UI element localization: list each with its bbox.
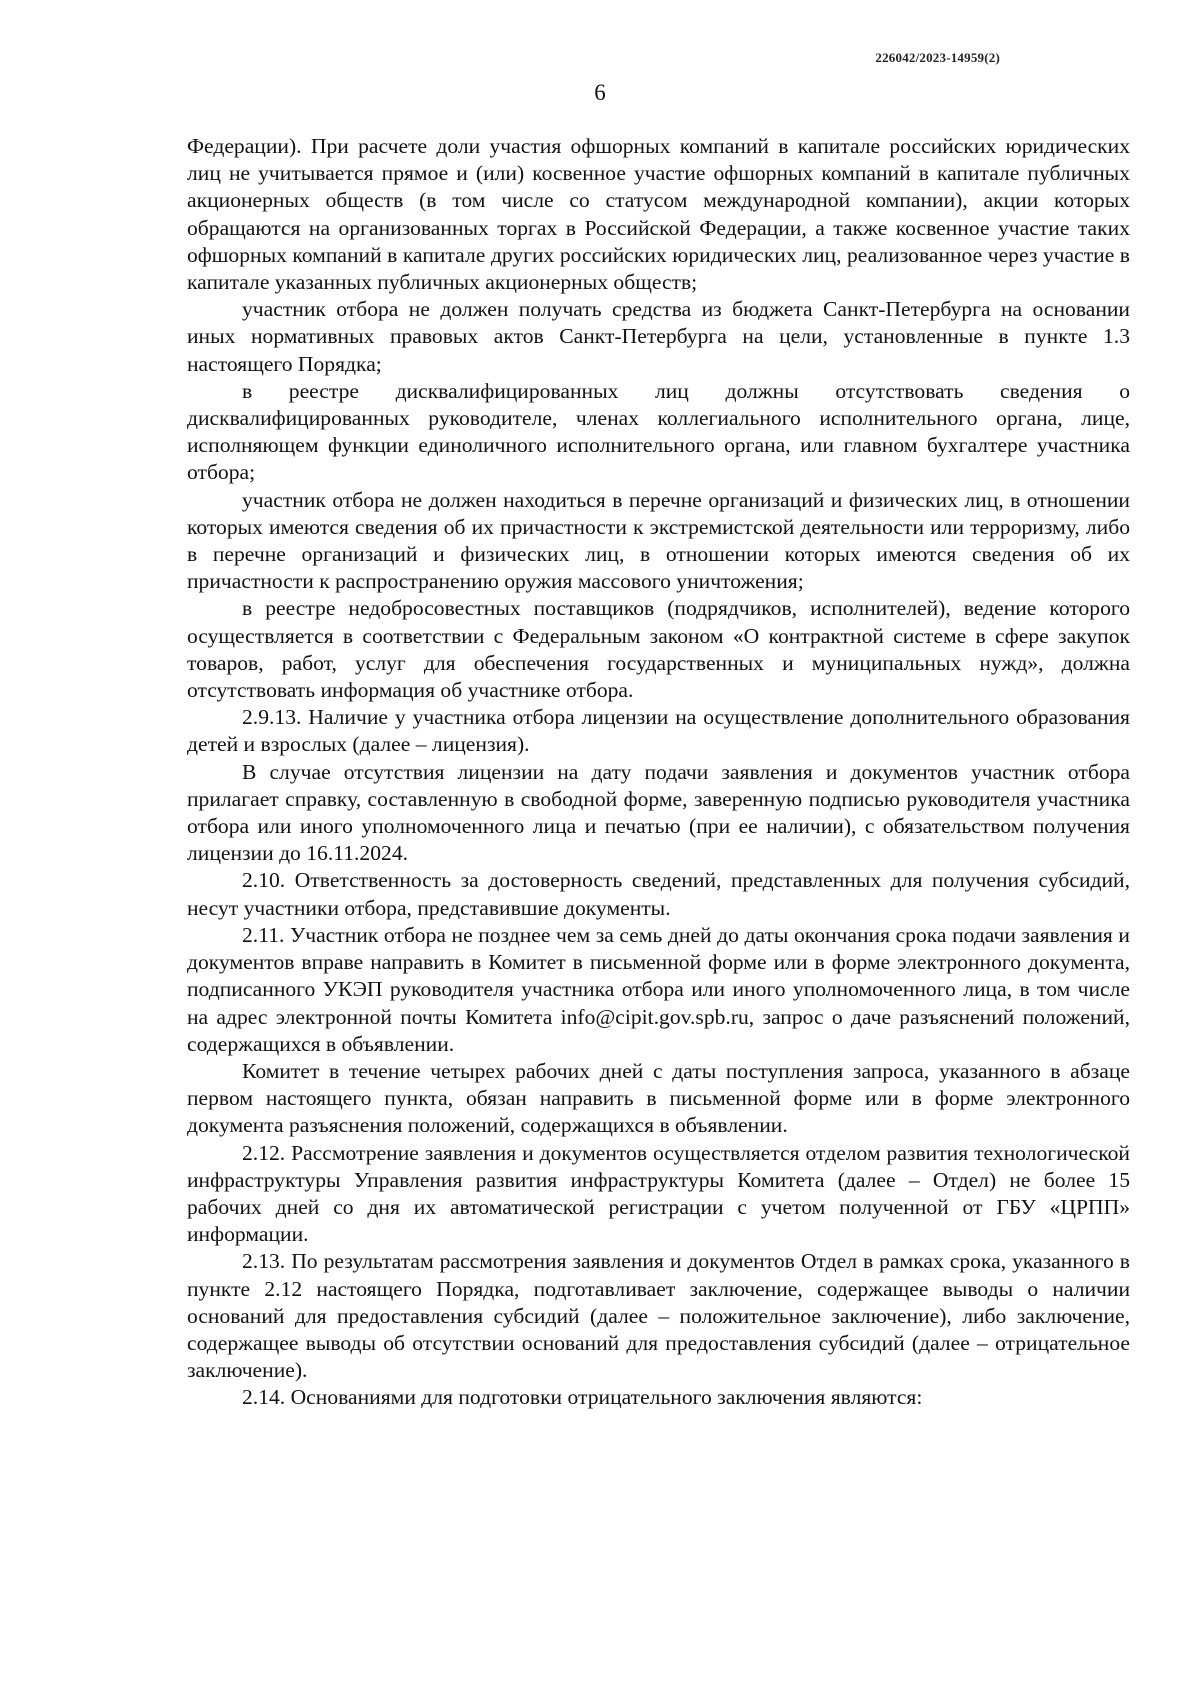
paragraph-2-10: 2.10. Ответственность за достоверность сведений, представленных для получения субсидий, несут участники отбора, представившие документы. (187, 868, 1130, 920)
paragraph-disqualified-persons: в реестре дисквалифицированных лиц должны отсутствовать сведения о дисквалифицированных руководителе, членах коллегиального исполнительного органа, лице, исполняющем функции единоличного исполнительного органа, или главном бухгалтере участника отбора; (187, 378, 1130, 485)
paragraph-2-13: 2.13. По результатам рассмотрения заявления и документов Отдел в рамках срока, указанного в пункте 2.12 настоящего Порядка, подготавливает заключение, содержащее выводы о наличии оснований для предоставления субсидий (далее – положительное заключение), либо заключение, содержащее выводы об отсутствии оснований для предоставления субсидий (далее – отрицательное заключение). (187, 1249, 1130, 1383)
paragraph-2-14: 2.14. Основаниями для подготовки отрицательного заключения являются: (242, 1385, 923, 1410)
paragraph-offshore-continuation: Федерации). При расчете доли участия офшорных компаний в капитале российских юридических лиц не учитывается прямое и (или) косвенное участие офшорных компаний в капитале публичных акционерных обществ (в том числе со статусом международной компании), акции которых обращаются на организованных торгах в Российской Федерации, а также косвенное участие таких офшорных компаний в капитале других российских юридических лиц, реализованное через участие в капитале указанных публичных акционерных обществ; (187, 134, 1130, 295)
paragraph-2-12: 2.12. Рассмотрение заявления и документов осуществляется отделом развития технологической инфраструктуры Управления развития инфраструктуры Комитета (далее – Отдел) не более 15 рабочих дней со дня их автоматической регистрации с учетом полученной от ГБУ «ЦРПП» информации. (187, 1140, 1130, 1247)
document-body (187, 133, 1130, 1412)
paragraph-2-11: 2.11. Участник отбора не позднее чем за семь дней до даты окончания срока подачи заявления и документов вправе направить в Комитет в письменной форме или в форме электронного документа, подписанного УКЭП руководителя участника отбора или иного уполномоченного лица, в том числе на адрес электронной почты Комитета info@cipit.gov.spb.ru, запрос о даче разъяснений положений, содержащихся в объявлении. (187, 922, 1130, 1056)
paragraph-license-absence: В случае отсутствия лицензии на дату подачи заявления и документов участник отбора прилагает справку, составленную в свободной форме, заверенную подписью руководителя участника отбора или иного уполномоченного лица и печатью (при ее наличии), с обязательством получения лицензии до 16.11.2024. (187, 759, 1130, 866)
paragraph-no-budget-funds: участник отбора не должен получать средства из бюджета Санкт-Петербурга на основании иных нормативных правовых актов Санкт-Петербурга на цели, установленные в пункте 1.3 настоящего Порядка; (187, 297, 1130, 376)
document-registration-number: 226042/2023-14959(2) (875, 50, 1000, 65)
paragraph-2-9-13: 2.9.13. Наличие у участника отбора лицензии на осуществление дополнительного образования детей и взрослых (далее – лицензия). (187, 705, 1130, 757)
paragraph-unfair-suppliers-registry: в реестре недобросовестных поставщиков (подрядчиков, исполнителей), ведение которого осуществляется в соответствии с Федеральным законом «О контрактной системе в сфере закупок товаров, работ, услуг для обеспечения государственных и муниципальных нужд», должна отсутствовать информация об участнике отбора. (187, 596, 1130, 703)
paragraph-committee-response: Комитет в течение четырех рабочих дней с даты поступления запроса, указанного в абзаце первом настоящего пункта, обязан направить в письменной форме или в форме электронного документа разъяснения положений, содержащихся в объявлении. (187, 1058, 1130, 1138)
paragraph-extremism-list: участник отбора не должен находиться в перечне организаций и физических лиц, в отношении которых имеются сведения об их причастности к экстремистской деятельности или терроризму, либо в перечне организаций и физических лиц, в отношении которых имеются сведения об их причастности к распространению оружия массового уничтожения; (187, 487, 1130, 594)
page-number: 6 (594, 80, 606, 105)
